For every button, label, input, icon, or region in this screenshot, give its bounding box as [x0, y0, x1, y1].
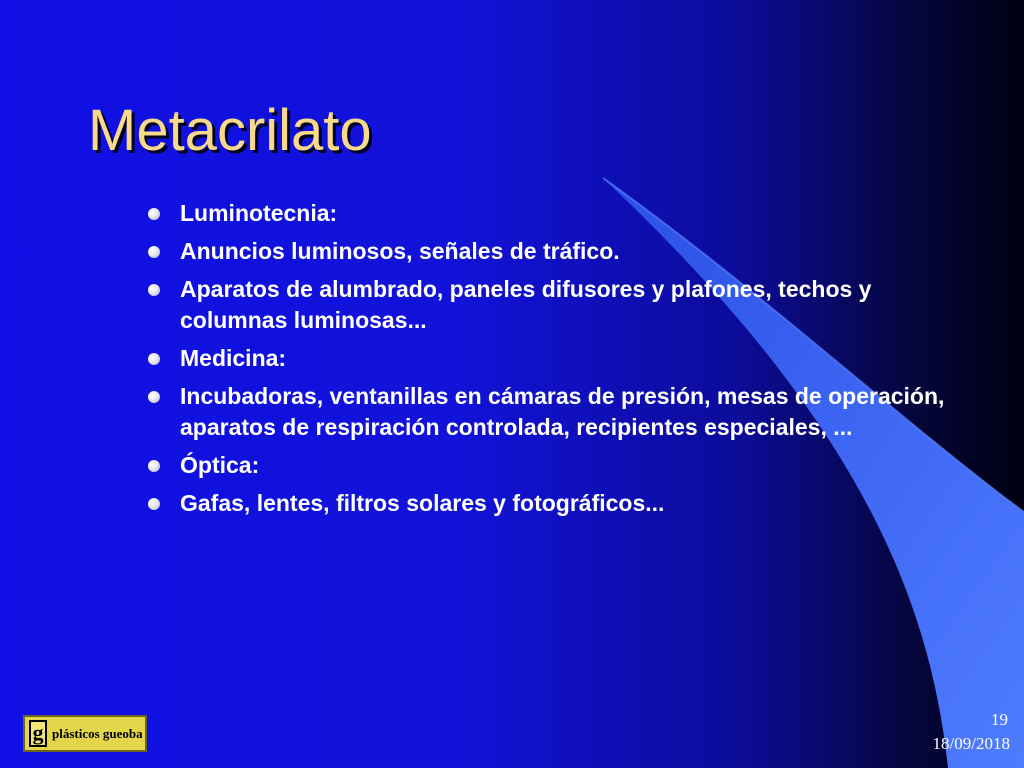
bullet-icon [148, 460, 160, 472]
bullet-item [148, 450, 948, 481]
logo-mark-icon: g [29, 720, 47, 747]
bullet-icon [148, 391, 160, 403]
company-logo [23, 715, 147, 752]
page-number: 19 [991, 710, 1008, 729]
slide-title: Metacrilato [88, 98, 372, 163]
bullet-icon [148, 208, 160, 220]
bullet-text: Luminotecnia: [180, 200, 338, 226]
bullet-item [148, 274, 948, 336]
bullet-text: Aparatos de alumbrado, paneles difusores y plafones, techos y columnas luminosas... [180, 276, 872, 333]
logo-text: plásticos gueoba [52, 725, 143, 741]
bullet-item [148, 198, 948, 229]
bullet-item [148, 343, 948, 374]
bullet-icon [148, 353, 160, 365]
bullet-text: Incubadoras, ventanillas en cámaras de presión, mesas de operación, aparatos de respiración controlada, recipientes especiales, ... [180, 383, 945, 440]
bullet-text: Anuncios luminosos, señales de tráfico. [180, 238, 620, 264]
bullet-icon [148, 246, 160, 258]
bullet-text: Medicina: [180, 345, 287, 371]
bullet-text: Gafas, lentes, filtros solares y fotográficos... [180, 490, 665, 516]
bullet-list [148, 198, 948, 526]
bullet-icon [148, 498, 160, 510]
bullet-item [148, 236, 948, 267]
bullet-icon [148, 284, 160, 296]
bullet-text: Óptica: [180, 452, 260, 478]
bullet-item [148, 381, 948, 443]
bullet-item [148, 488, 948, 519]
slide-date: 18/09/2018 [932, 734, 1010, 753]
